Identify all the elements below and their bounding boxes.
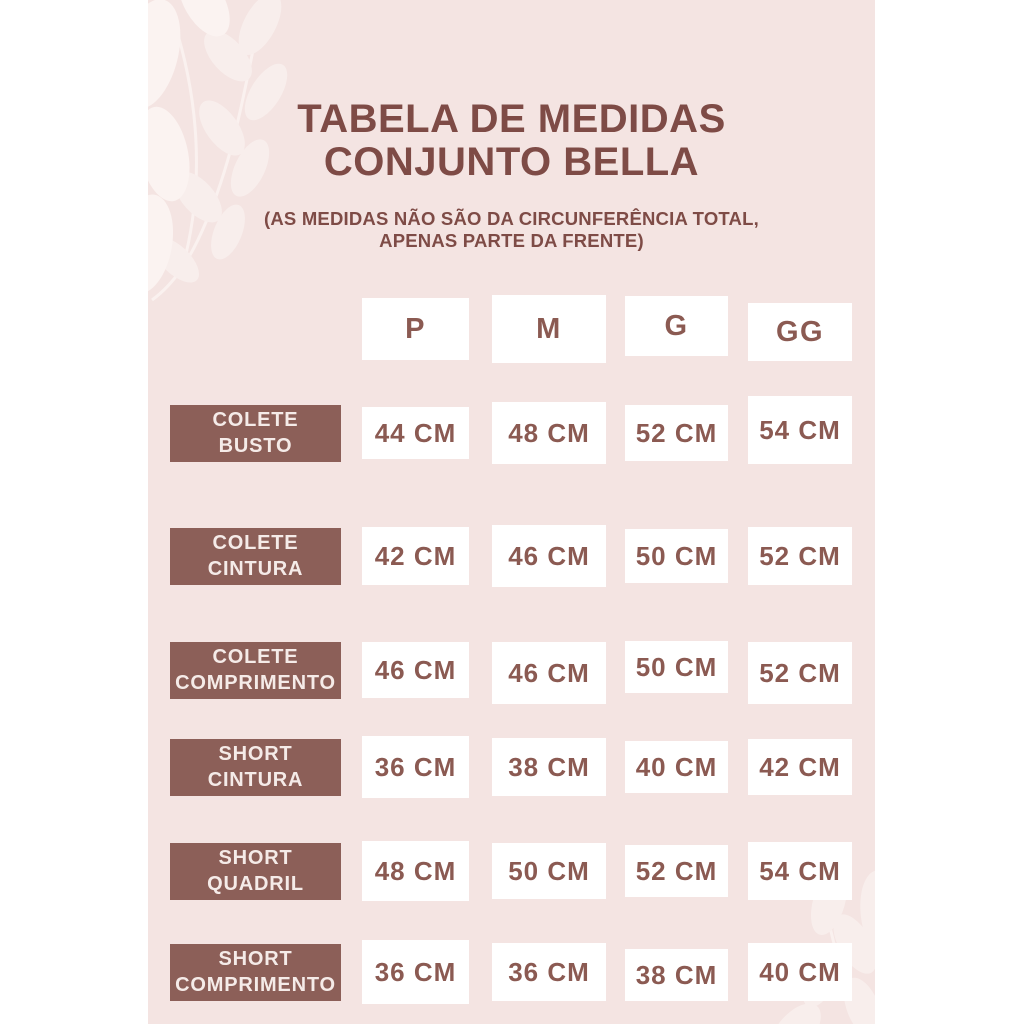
note-line-1: (AS MEDIDAS NÃO SÃO DA CIRCUNFERÊNCIA TOTAL, [264, 208, 759, 229]
table-row-colete-comprimento [170, 635, 852, 705]
row-label-line-1: SHORT [218, 743, 293, 765]
measurement-cell: 38 CM [492, 738, 606, 796]
row-label [170, 405, 341, 462]
row-label-line-2: CINTURA [207, 769, 304, 791]
measurement-cell: 52 CM [748, 642, 852, 704]
measurement-cell: 50 CM [625, 529, 728, 583]
measurement-cell: 42 CM [748, 739, 852, 795]
measurement-cell: 46 CM [492, 525, 606, 587]
table-row-colete-cintura [170, 521, 852, 591]
measurement-cell: 42 CM [362, 527, 469, 585]
size-header-m: M [492, 295, 606, 363]
row-label-line-1: SHORT [218, 847, 293, 869]
note-line-2: APENAS PARTE DA FRENTE) [379, 230, 644, 251]
size-header-g: G [625, 296, 728, 356]
row-label [170, 944, 341, 1001]
measurement-cell: 48 CM [362, 841, 469, 901]
header-row-spacer [170, 329, 362, 330]
measurement-cell: 50 CM [492, 843, 606, 899]
row-label [170, 642, 341, 699]
title-line-1: TABELA DE MEDIDAS [297, 97, 726, 141]
size-chart-panel [148, 0, 875, 1024]
table-row-short-quadril [170, 836, 852, 906]
measurement-cell: 38 CM [625, 949, 728, 1001]
measurement-cell: 52 CM [625, 845, 728, 897]
row-label-line-1: COLETE [212, 646, 299, 668]
measurement-cell: 36 CM [492, 943, 606, 1001]
measurement-cell: 40 CM [625, 741, 728, 793]
table-row-short-comprimento [170, 937, 852, 1007]
measurement-cell: 36 CM [362, 736, 469, 798]
table-row-short-cintura [170, 732, 852, 802]
measurement-cell: 46 CM [362, 642, 469, 698]
measurement-cell: 52 CM [625, 405, 728, 461]
measurement-cell: 44 CM [362, 407, 469, 459]
measurement-cell: 54 CM [748, 396, 852, 464]
row-label [170, 528, 341, 585]
size-header-p: P [362, 298, 469, 360]
row-label-line-1: COLETE [212, 409, 299, 431]
row-label-line-2: COMPRIMENTO [175, 672, 336, 694]
row-label-line-2: BUSTO [218, 435, 293, 457]
measurement-cell: 52 CM [748, 527, 852, 585]
size-header-row [170, 294, 852, 364]
size-header-gg: GG [748, 303, 852, 361]
row-label-line-2: CINTURA [207, 558, 304, 580]
row-label-line-1: SHORT [218, 948, 293, 970]
row-label [170, 843, 341, 900]
page-title [148, 98, 875, 184]
measurement-note [148, 208, 875, 252]
title-line-2: CONJUNTO BELLA [323, 140, 700, 184]
row-label-line-2: COMPRIMENTO [175, 974, 336, 996]
measurement-cell: 54 CM [748, 842, 852, 900]
row-label [170, 739, 341, 796]
row-label-line-2: QUADRIL [207, 873, 304, 895]
row-label-line-1: COLETE [212, 532, 299, 554]
measurement-cell: 36 CM [362, 940, 469, 1004]
measurement-cell: 48 CM [492, 402, 606, 464]
measurement-cell: 40 CM [748, 943, 852, 1001]
measurement-cell: 46 CM [492, 642, 606, 704]
table-row-colete-busto [170, 398, 852, 468]
measurement-cell: 50 CM [625, 641, 728, 693]
